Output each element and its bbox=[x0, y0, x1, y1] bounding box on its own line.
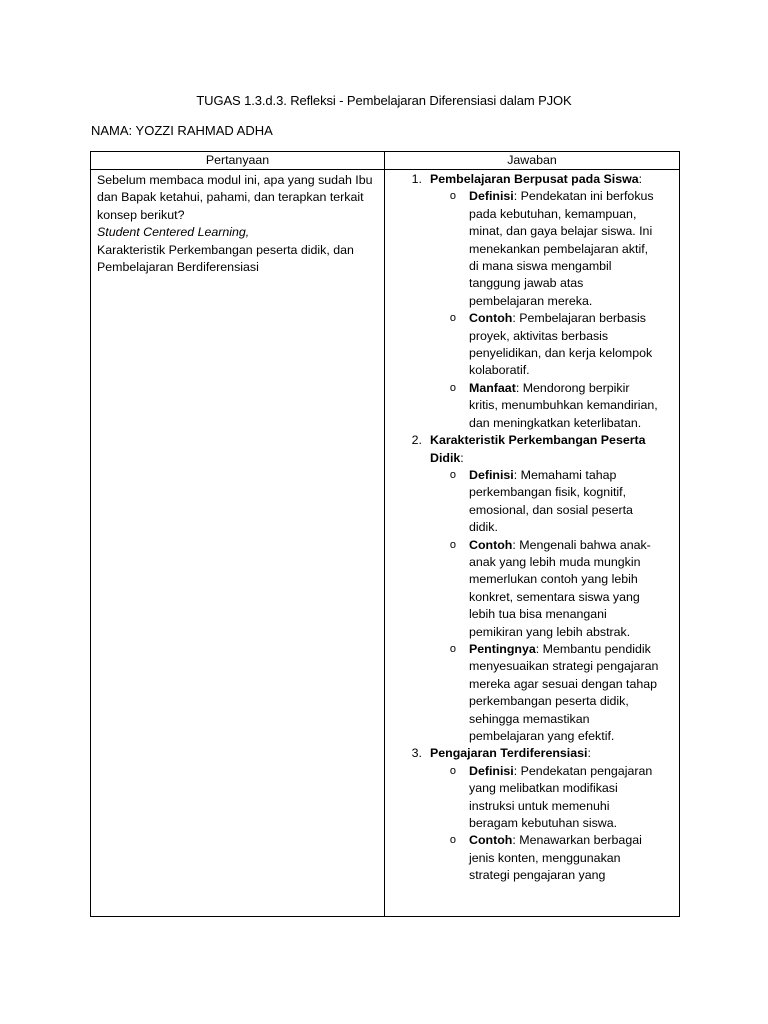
item-text: : Membantu pendidik menyesuaikan strategi pengajaran mereka agar sesuai dengan tahap perkembangan peserta didik, sehingga memastikan pembelajaran yang efektif. bbox=[469, 641, 659, 743]
item-label: Definisi bbox=[469, 763, 514, 778]
section-title: Pengajaran Terdiferensiasi: bbox=[430, 746, 591, 761]
list-item bbox=[385, 641, 679, 745]
list-item bbox=[385, 537, 679, 641]
item-text: : Mendorong berpikir kritis, menumbuhkan kemandirian, dan meningkatkan keterlibatan. bbox=[469, 380, 658, 430]
section-number: 2. bbox=[411, 433, 422, 448]
answer-section bbox=[385, 745, 679, 884]
bullet-icon: o bbox=[449, 381, 456, 394]
section-number: 1. bbox=[411, 172, 422, 186]
document-title: TUGAS 1.3.d.3. Refleksi - Pembelajaran Diferensiasi dalam PJOK bbox=[196, 93, 572, 108]
bullet-icon: o bbox=[449, 538, 456, 551]
bullet-icon: o bbox=[449, 764, 456, 777]
table-row bbox=[91, 170, 680, 917]
item-label: Manfaat bbox=[469, 380, 516, 395]
reflection-table bbox=[90, 151, 680, 917]
item-text: : Pembelajaran berbasis proyek, aktivitas berbasis penyelidikan, dan kerja kelompok kolaboratif. bbox=[469, 311, 653, 378]
item-text: : Memahami tahap perkembangan fisik, kognitif, emosional, dan sosial peserta didik. bbox=[469, 467, 633, 535]
list-item bbox=[385, 188, 679, 310]
list-item bbox=[385, 832, 679, 884]
header-answer: Jawaban bbox=[385, 152, 680, 170]
section-title: Karakteristik Perkembangan Peserta Didik: bbox=[430, 433, 646, 465]
answer-cell bbox=[385, 170, 680, 917]
list-item bbox=[385, 763, 679, 833]
section-number: 3. bbox=[411, 746, 422, 761]
item-label: Contoh bbox=[469, 537, 513, 552]
answer-section bbox=[385, 432, 679, 745]
bullet-icon: o bbox=[449, 312, 456, 325]
question-text: Sebelum membaca modul ini, apa yang sudah Ibu dan Bapak ketahui, pahami, dan terapkan terkait konsep berikut? bbox=[97, 173, 373, 222]
item-label: Contoh bbox=[469, 833, 513, 848]
item-label: Contoh bbox=[469, 311, 513, 326]
list-item bbox=[385, 467, 679, 537]
item-text: : Pendekatan pengajaran yang melibatkan modifikasi instruksi untuk memenuhi beragam kebutuhan siswa. bbox=[469, 763, 653, 831]
answer-section bbox=[385, 171, 679, 432]
list-item bbox=[385, 380, 679, 432]
question-cell bbox=[91, 170, 385, 917]
student-name: NAMA: YOZZI RAHMAD ADHA bbox=[91, 123, 273, 138]
question-topic-scl: Student Centered Learning, bbox=[97, 225, 250, 240]
bullet-icon: o bbox=[449, 642, 456, 655]
bullet-icon: o bbox=[449, 834, 456, 847]
section-title: Pembelajaran Berpusat pada Siswa: bbox=[430, 172, 643, 186]
item-text: : Mengenali bahwa anak-anak yang lebih muda mungkin memerlukan contoh yang lebih konkret, sementara siswa yang lebih tua bisa menangani pemikiran yang lebih abstrak. bbox=[469, 537, 651, 639]
item-label: Definisi bbox=[469, 189, 514, 204]
list-item bbox=[385, 310, 679, 380]
item-label: Pentingnya bbox=[469, 641, 536, 656]
item-text: : Menawarkan berbagai jenis konten, menggunakan strategi pengajaran yang bbox=[469, 833, 642, 883]
item-label: Definisi bbox=[469, 467, 514, 482]
item-text: : Pendekatan ini berfokus pada kebutuhan, kemampuan, minat, dan gaya belajar siswa. Ini menekankan pembelajaran aktif, di mana siswa mengambil tanggung jawab atas pembelajaran mereka. bbox=[469, 189, 654, 308]
bullet-icon: o bbox=[449, 468, 456, 481]
table-header-row bbox=[91, 152, 680, 170]
bullet-icon: o bbox=[449, 190, 456, 203]
header-question: Pertanyaan bbox=[91, 152, 385, 170]
question-topic-rest: Karakteristik Perkembangan peserta didik, dan Pembelajaran Berdiferensiasi bbox=[97, 242, 354, 275]
